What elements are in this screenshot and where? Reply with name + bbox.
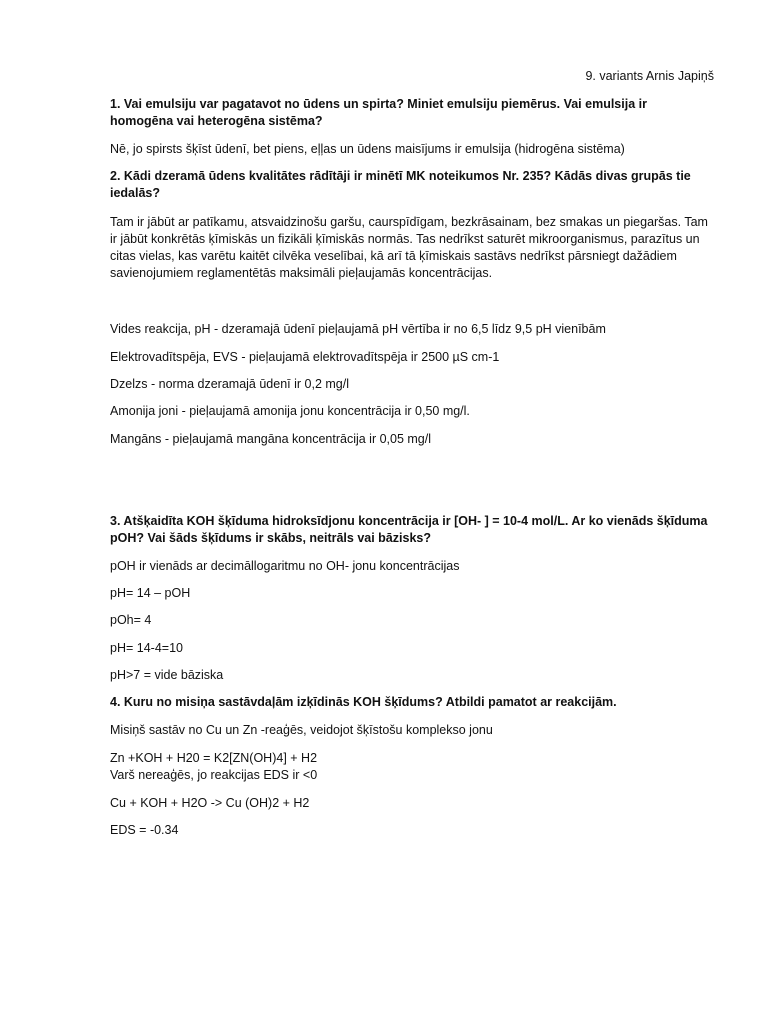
question-2: 2. Kādi dzeramā ūdens kvalitātes rādītāji ir minētī MK noteikumos Nr. 235? Kādās divas grupās tie iedalās? xyxy=(110,169,691,200)
question-3: 3. Atšķaidīta KOH šķīduma hidroksīdjonu koncentrācija ir [OH- ] = 10-4 mol/L. Ar ko vienāds šķīduma pOH? Vai šāds šķīdums ir skābs, neitrāls vai bāzisks? xyxy=(110,514,708,545)
question-4: 4. Kuru no misiņa sastāvdaļām izķīdinās KOH šķīdums? Atbildi pamatot ar reakcijām. xyxy=(110,695,617,709)
answer-line: EDS = -0.34 xyxy=(110,823,179,837)
list-item: Vides reakcija, pH - dzeramajā ūdenī pieļaujamā pH vērtība ir no 6,5 līdz 9,5 pH vienībām xyxy=(110,322,606,336)
answer-2: Tam ir jābūt ar patīkamu, atsvaidzinošu garšu, caurspīdīgam, bezkrāsainam, bez smakas un piegaršas. Tam ir jābūt konkrētās ķīmiskās un fizikāli ķīmiskās normās. Tas nedrīkst saturēt mikroorganismus, parazītus un citas vielas, kas varētu kaitēt cilvēka veselībai, kā arī tā ķīmiskais sastāvs nedrīkst pārsniegt dažādiem savienojumiem reglamentētās maksimāli pieļaujamās koncentrācijas. xyxy=(110,215,708,280)
list-item: Amonija joni - pieļaujamā amonija jonu koncentrācija ir 0,50 mg/l. xyxy=(110,404,470,418)
list-item: Dzelzs - norma dzeramajā ūdenī ir 0,2 mg/l xyxy=(110,377,349,391)
answer-line: pOH ir vienāds ar decimāllogaritmu no OH- jonu koncentrācijas xyxy=(110,559,460,573)
answer-line: Varš nereaģēs, jo reakcijas EDS ir <0 xyxy=(110,768,318,782)
answer-line: pOh= 4 xyxy=(110,613,152,627)
answer-line: pH= 14-4=10 xyxy=(110,641,183,655)
author-header: 9. variants Arnis Japiņš xyxy=(585,69,714,83)
question-1: 1. Vai emulsiju var pagatavot no ūdens un spirta? Miniet emulsiju piemērus. Vai emulsija ir homogēna vai heterogēna sistēma? xyxy=(110,97,647,128)
list-item: Elektrovadītspēja, EVS - pieļaujamā elektrovadītspēja ir 2500 µS cm-1 xyxy=(110,350,500,364)
list-item: Mangāns - pieļaujamā mangāna koncentrācija ir 0,05 mg/l xyxy=(110,432,432,446)
reaction-line: Cu + KOH + H2O -> Cu (OH)2 + H2 xyxy=(110,796,310,810)
answer-line: Misiņš sastāv no Cu un Zn -reaģēs, veidojot šķīstošu komplekso jonu xyxy=(110,723,493,737)
answer-line: pH>7 = vide bāziska xyxy=(110,668,224,682)
answer-line: pH= 14 – pOH xyxy=(110,586,191,600)
answer-1: Nē, jo spirsts šķīst ūdenī, bet piens, eļļas un ūdens maisījums ir emulsija (hidrogēna sistēma) xyxy=(110,142,625,156)
reaction-line: Zn +KOH + H20 = K2[ZN(OH)4] + H2 xyxy=(110,751,318,765)
